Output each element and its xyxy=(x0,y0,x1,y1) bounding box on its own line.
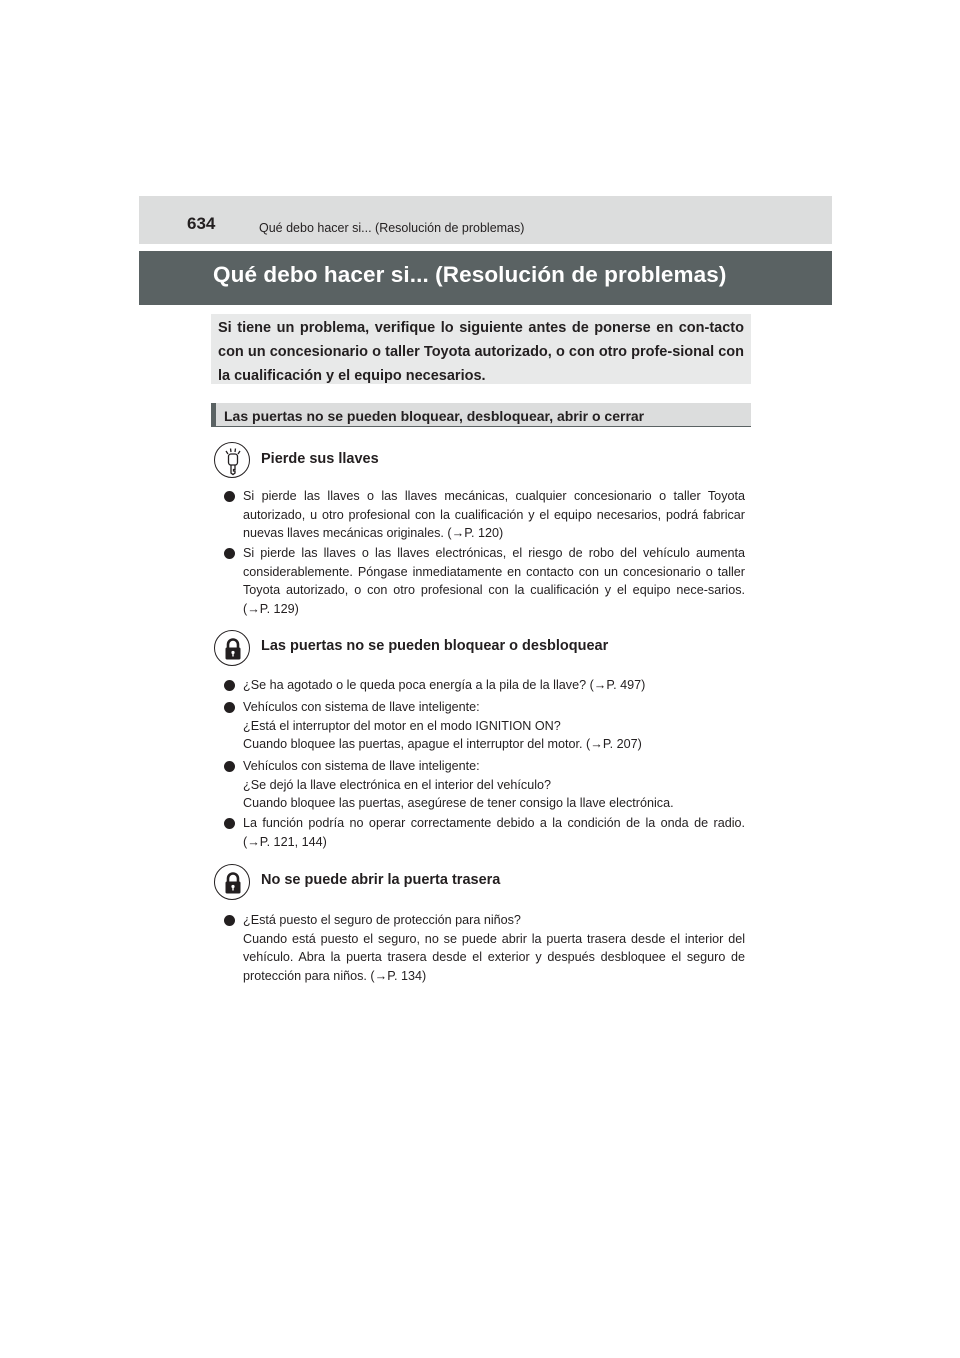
list-item xyxy=(243,757,745,813)
padlock-icon xyxy=(214,864,250,900)
bullet xyxy=(224,491,235,502)
subsection-title-lost-keys: Pierde sus llaves xyxy=(261,451,379,467)
bullet xyxy=(224,702,235,713)
list-item: Si pierde las llaves o las llaves mecánicas, cualquier concesionario o taller Toyota autorizado, u otro profesional con la cualificación y el equipo necesarios, podrá fabricar nuevas llaves mecánicas originales. (→P. 120) xyxy=(243,489,745,540)
list-item-line: ¿Se dejó la llave electrónica en el interior del vehículo? xyxy=(243,777,552,792)
list-item xyxy=(243,676,745,695)
list-item-line: ¿Está el interruptor del motor en el modo IGNITION ON? xyxy=(243,718,561,733)
list-item-line: Cuando está puesto el seguro, no se puede abrir la puerta trasera desde el interior del vehículo. Abra la puerta trasera desde el exterior y después desbloquee el seguro de protección para niños. (→P. 134) xyxy=(243,931,745,983)
bullet xyxy=(224,915,235,926)
key-icon xyxy=(214,442,250,478)
page-number: 634 xyxy=(187,214,216,233)
list-item-line: La función podría no operar correctamente debido a la condición de la onda de radio. (→P. 121, 144) xyxy=(243,816,745,849)
subsection-title-rear-door: No se puede abrir la puerta trasera xyxy=(261,872,501,888)
bullet xyxy=(224,761,235,772)
bullet xyxy=(224,548,235,559)
list-item xyxy=(243,698,745,754)
list-item-line: ¿Se ha agotado o le queda poca energía a la pila de la llave? (→P. 497) xyxy=(243,678,646,692)
list-item xyxy=(243,814,745,851)
running-head: Qué debo hacer si... (Resolución de problemas) xyxy=(259,221,525,235)
list-item-line: Vehículos con sistema de llave inteligente: xyxy=(243,700,480,714)
subsection-title-lock: Las puertas no se pueden bloquear o desbloquear xyxy=(261,638,609,654)
page-title: Qué debo hacer si... (Resolución de problemas) xyxy=(213,262,727,287)
list-item-line: Cuando bloquee las puertas, asegúrese de tener consigo la llave electrónica. xyxy=(243,796,674,810)
bullet xyxy=(224,680,235,691)
header-band xyxy=(139,196,832,244)
padlock-icon xyxy=(214,630,250,666)
list-item-line: ¿Está puesto el seguro de protección para niños? xyxy=(243,913,521,927)
intro-text: Si tiene un problema, verifique lo siguiente antes de ponerse en con-tacto con un concesionario o taller Toyota autorizado, o con otro profe-sional con la cualificación y el equipo necesarios. xyxy=(218,320,744,384)
list-item-line: Vehículos con sistema de llave inteligente: xyxy=(243,759,480,773)
bullet xyxy=(224,818,235,829)
list-item: Si pierde las llaves o las llaves electrónicas, el riesgo de robo del vehículo aumenta considerablemente. Póngase inmediatamente en contacto con un concesionario o taller Toyota autorizado, o con otro profesional con la cualificación y el equipo nece-sarios. (→P. 129) xyxy=(243,546,745,616)
section-title: Las puertas no se pueden bloquear, desbloquear, abrir o cerrar xyxy=(224,408,645,424)
list-item xyxy=(243,911,745,985)
list-item-line: Cuando bloquee las puertas, apague el interruptor del motor. (→P. 207) xyxy=(243,737,642,751)
